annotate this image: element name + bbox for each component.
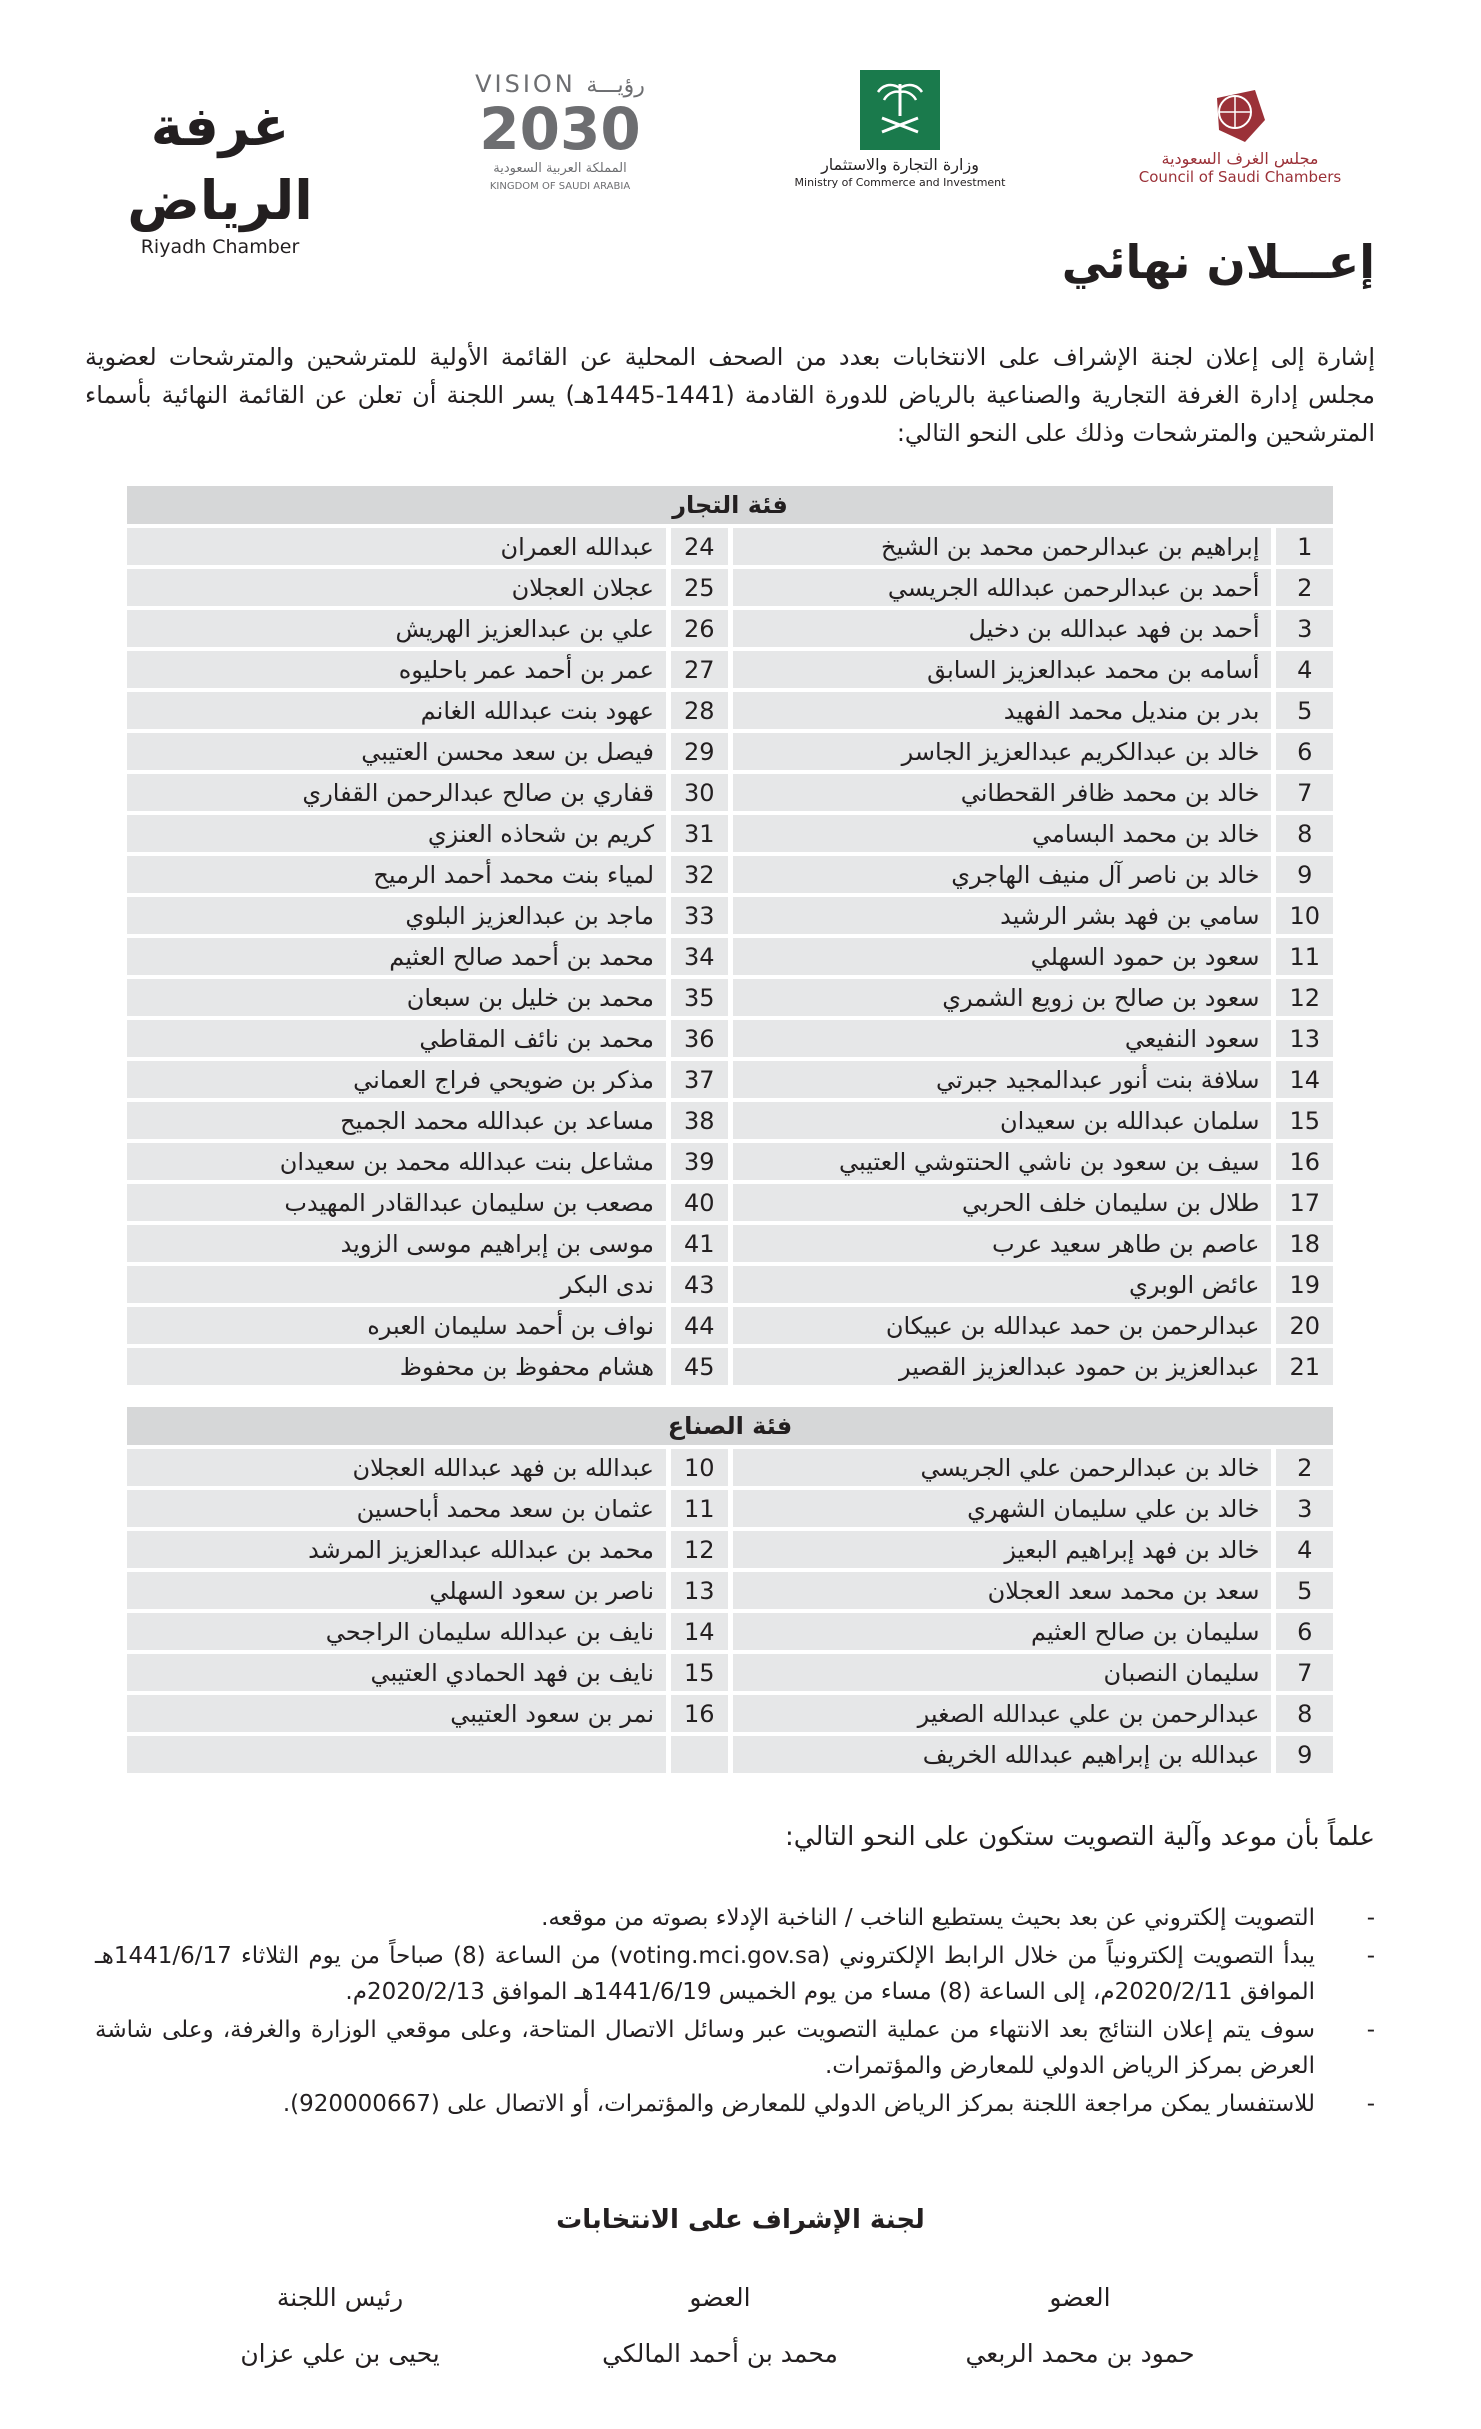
candidate-number: 7 <box>1276 774 1333 811</box>
candidate-number: 9 <box>1276 1736 1333 1773</box>
voting-note-lead: علماً بأن موعد وآلية التصويت ستكون على النحو التالي: <box>785 1822 1375 1852</box>
candidate-number: 14 <box>1276 1061 1333 1098</box>
list-dash: - <box>1366 2017 1375 2043</box>
candidate-name: أسامه بن محمد عبدالعزيز السابق <box>733 651 1272 688</box>
candidate-number: 33 <box>671 897 728 934</box>
candidate-number: 10 <box>671 1449 728 1486</box>
candidate-name: موسى بن إبراهيم موسى الزويد <box>127 1225 666 1262</box>
table-row <box>127 856 1333 893</box>
table-row <box>127 1225 1333 1262</box>
candidate-number: 41 <box>671 1225 728 1262</box>
table-row <box>127 897 1333 934</box>
table-row <box>127 938 1333 975</box>
candidate-number: 19 <box>1276 1266 1333 1303</box>
candidate-number: 13 <box>671 1572 728 1609</box>
candidate-number: 9 <box>1276 856 1333 893</box>
candidate-number: 30 <box>671 774 728 811</box>
table-row <box>127 1736 1333 1773</box>
candidate-name: نواف بن أحمد سليمان العبره <box>127 1307 666 1344</box>
candidate-name: خالد بن عبدالكريم عبدالعزيز الجاسر <box>733 733 1272 770</box>
riyadh-logo-ar: غرفة الرياض <box>127 95 313 232</box>
industry-table <box>122 1403 1338 1777</box>
candidate-number: 5 <box>1276 692 1333 729</box>
candidate-number: 28 <box>671 692 728 729</box>
candidate-name: خالد بن محمد ظافر القحطاني <box>733 774 1272 811</box>
candidate-number: 6 <box>1276 1613 1333 1650</box>
table-row <box>127 1143 1333 1180</box>
vision-word: VISION <box>475 70 576 98</box>
candidate-name: أحمد بن عبدالرحمن عبدالله الجريسي <box>733 569 1272 606</box>
candidate-number: 11 <box>1276 938 1333 975</box>
list-item <box>95 2086 1375 2122</box>
candidate-name: ماجد بن عبدالعزيز البلوي <box>127 897 666 934</box>
table-row <box>127 1490 1333 1527</box>
candidate-number: 3 <box>1276 610 1333 647</box>
candidate-name: إبراهيم بن عبدالرحمن محمد بن الشيخ <box>733 528 1272 565</box>
candidate-number: 8 <box>1276 815 1333 852</box>
candidate-number: 37 <box>671 1061 728 1098</box>
candidate-number: 32 <box>671 856 728 893</box>
table-row <box>127 1695 1333 1732</box>
candidate-name: نايف بن فهد الحمادي العتيبي <box>127 1654 666 1691</box>
note-text: التصويت إلكتروني عن بعد بحيث يستطيع الناخب / الناخبة الإدلاء بصوته من موقعه. <box>541 1905 1315 1931</box>
candidate-number: 13 <box>1276 1020 1333 1057</box>
candidate-number: 29 <box>671 733 728 770</box>
candidate-number: 6 <box>1276 733 1333 770</box>
table-row <box>127 610 1333 647</box>
candidate-number: 36 <box>671 1020 728 1057</box>
candidate-name: عهود بنت عبدالله الغانم <box>127 692 666 729</box>
candidate-number: 34 <box>671 938 728 975</box>
candidate-name: سعود بن حمود السهلي <box>733 938 1272 975</box>
candidate-name: عجلان العجلان <box>127 569 666 606</box>
list-item <box>95 1900 1375 1936</box>
candidate-number: 38 <box>671 1102 728 1139</box>
candidate-name: نمر بن سعود العتيبي <box>127 1695 666 1732</box>
industry-heading: فئة الصناع <box>127 1407 1333 1445</box>
list-item <box>95 1938 1375 2010</box>
vision-kingdom-ar: المملكة العربية السعودية <box>493 161 627 176</box>
signatory-name: حمود بن محمد الربعي <box>965 2339 1195 2368</box>
candidate-name: عثمان بن سعد محمد أباحسين <box>127 1490 666 1527</box>
candidate-name: عبدالله بن فهد عبدالله العجلان <box>127 1449 666 1486</box>
candidate-name: خالد بن فهد إبراهيم البعيز <box>733 1531 1272 1568</box>
candidate-name: سعود النفيعي <box>733 1020 1272 1057</box>
candidate-number: 26 <box>671 610 728 647</box>
table-row <box>127 979 1333 1016</box>
riyadh-chamber-logo <box>70 90 370 256</box>
candidate-number: 15 <box>1276 1102 1333 1139</box>
table-row <box>127 528 1333 565</box>
candidate-name: سعود بن صالح بن زويع الشمري <box>733 979 1272 1016</box>
list-dash: - <box>1366 1943 1375 1969</box>
ministry-logo-en: Ministry of Commerce and Investment <box>794 176 1006 189</box>
signatory-3 <box>190 2270 490 2382</box>
candidate-name: مصعب بن سليمان عبدالقادر المهيدب <box>127 1184 666 1221</box>
candidate-name: سيف بن سعود بن ناشي الحنتوشي العتيبي <box>733 1143 1272 1180</box>
candidate-name: نايف بن عبدالله سليمان الراجحي <box>127 1613 666 1650</box>
table-row <box>127 1531 1333 1568</box>
candidate-number: 10 <box>1276 897 1333 934</box>
candidate-number: 25 <box>671 569 728 606</box>
signatory-role: رئيس اللجنة <box>276 2283 404 2312</box>
candidate-number: 17 <box>1276 1184 1333 1221</box>
vision-ar-word: رؤيـــة <box>586 73 645 98</box>
council-of-saudi-chambers-logo <box>1120 80 1360 186</box>
candidate-number: 21 <box>1276 1348 1333 1385</box>
table-row <box>127 651 1333 688</box>
candidate-name: فيصل بن سعد محسن العتيبي <box>127 733 666 770</box>
candidate-name: مذكر بن ضويحي فراج العماني <box>127 1061 666 1098</box>
candidate-number: 16 <box>671 1695 728 1732</box>
candidate-number: 8 <box>1276 1695 1333 1732</box>
candidate-number <box>671 1736 728 1773</box>
candidate-number: 24 <box>671 528 728 565</box>
candidate-name: عبدالرحمن بن علي عبدالله الصغير <box>733 1695 1272 1732</box>
table-row <box>127 1307 1333 1344</box>
candidate-number: 3 <box>1276 1490 1333 1527</box>
candidate-number: 45 <box>671 1348 728 1385</box>
note-text: يبدأ التصويت إلكترونياً من خلال الرابط الإلكتروني (voting.mci.gov.sa) من الساعة (8) صباحاً من يوم الثلاثاء 1441/6/17هـ الموافق 2020/2/11م، إلى الساعة (8) مساء من يوم الخميس 1441/6/19هـ الموافق 2020/2/13م. <box>95 1943 1316 2005</box>
candidate-number: 4 <box>1276 651 1333 688</box>
signatory-role: العضو <box>689 2283 751 2312</box>
signatory-name: يحيى بن علي عزان <box>240 2339 440 2368</box>
candidate-number: 4 <box>1276 1531 1333 1568</box>
vision-kingdom-en: KINGDOM OF SAUDI ARABIA <box>489 181 631 192</box>
candidate-number: 39 <box>671 1143 728 1180</box>
candidate-name: مساعد بن عبدالله محمد الجميح <box>127 1102 666 1139</box>
candidate-name: أحمد بن فهد عبدالله بن دخيل <box>733 610 1272 647</box>
candidate-name: سليمان بن صالح العثيم <box>733 1613 1272 1650</box>
traders-table <box>122 482 1338 1389</box>
candidate-name: سامي بن فهد بشر الرشيد <box>733 897 1272 934</box>
note-text: للاستفسار يمكن مراجعة اللجنة بمركز الرياض الدولي للمعارض والمؤتمرات، أو الاتصال على (920000667). <box>282 2091 1315 2117</box>
note-text: سوف يتم إعلان النتائج بعد الانتهاء من عملية التصويت عبر وسائل الاتصال المتاحة، وعلى موقعي الوزارة والغرفة، وعلى شاشة العرض بمركز الرياض الدولي للمعارض والمؤتمرات. <box>95 2017 1315 2079</box>
candidate-number: 16 <box>1276 1143 1333 1180</box>
table-row <box>127 1020 1333 1057</box>
signatory-1 <box>930 2270 1230 2382</box>
candidate-number: 14 <box>671 1613 728 1650</box>
candidate-name: سليمان النصبان <box>733 1654 1272 1691</box>
table-row <box>127 1449 1333 1486</box>
table-row <box>127 1572 1333 1609</box>
candidate-name: لمياء بنت محمد أحمد الرميح <box>127 856 666 893</box>
council-logo-en: Council of Saudi Chambers <box>1138 168 1342 186</box>
candidate-name: قفاري بن صالح عبدالرحمن القفاري <box>127 774 666 811</box>
candidate-name: بدر بن منديل محمد الفهيد <box>733 692 1272 729</box>
table-row <box>127 733 1333 770</box>
palm-swords-icon <box>860 70 940 150</box>
candidate-name: عبدالرحمن بن حمد عبدالله بن عبيكان <box>733 1307 1272 1344</box>
vision-2030-logo <box>430 70 690 196</box>
candidate-number: 40 <box>671 1184 728 1221</box>
candidate-number: 27 <box>671 651 728 688</box>
table-row <box>127 692 1333 729</box>
candidate-name: طلال بن سليمان خلف الحربي <box>733 1184 1272 1221</box>
page-title: إعـــلان نهائي <box>1061 235 1375 289</box>
vision-year: 2030 <box>479 95 641 163</box>
candidate-name: هشام محفوظ بن محفوظ <box>127 1348 666 1385</box>
intro-paragraph: إشارة إلى إعلان لجنة الإشراف على الانتخابات بعدد من الصحف المحلية عن القائمة الأولية للمترشحين والمترشحات لعضوية مجلس إدارة الغرفة التجارية والصناعية بالرياض للدورة القادمة (1441-1445هـ) يسر اللجنة أن تعلن عن القائمة النهائية بأسماء المترشحين والمترشحات وذلك على النحو التالي: <box>85 343 1375 447</box>
table-row <box>127 1102 1333 1139</box>
candidate-number: 44 <box>671 1307 728 1344</box>
committee-title: لجنة الإشراف على الانتخابات <box>556 2205 925 2235</box>
candidate-name: سلمان عبدالله بن سعيدان <box>733 1102 1272 1139</box>
candidate-name: كريم بن شحاذه العنزي <box>127 815 666 852</box>
list-dash: - <box>1366 2091 1375 2117</box>
signatory-name: محمد بن أحمد المالكي <box>602 2339 838 2368</box>
riyadh-logo-en: Riyadh Chamber <box>140 236 300 258</box>
table-row <box>127 1654 1333 1691</box>
candidate-name: خالد بن ناصر آل منيف الهاجري <box>733 856 1272 893</box>
candidate-number: 35 <box>671 979 728 1016</box>
candidate-name: خالد بن عبدالرحمن علي الجريسي <box>733 1449 1272 1486</box>
candidate-number: 12 <box>1276 979 1333 1016</box>
ministry-of-commerce-logo <box>790 70 1010 192</box>
table-row <box>127 774 1333 811</box>
table-row <box>127 1266 1333 1303</box>
candidate-number: 31 <box>671 815 728 852</box>
candidate-name <box>127 1736 666 1773</box>
candidate-number: 18 <box>1276 1225 1333 1262</box>
signatory-2 <box>570 2270 870 2382</box>
candidate-number: 11 <box>671 1490 728 1527</box>
candidate-name: سعد بن محمد سعد العجلان <box>733 1572 1272 1609</box>
ministry-logo-ar: وزارة التجارة والاستثمار <box>821 155 979 174</box>
table-row <box>127 1184 1333 1221</box>
candidate-name: ناصر بن سعود السهلي <box>127 1572 666 1609</box>
table-row <box>127 1061 1333 1098</box>
candidate-name: ندى البكر <box>127 1266 666 1303</box>
council-emblem-icon <box>1205 80 1275 150</box>
candidate-number: 2 <box>1276 569 1333 606</box>
logo-strip <box>0 60 1481 258</box>
candidate-name: محمد بن عبدالله عبدالعزيز المرشد <box>127 1531 666 1568</box>
candidate-number: 43 <box>671 1266 728 1303</box>
candidate-number: 2 <box>1276 1449 1333 1486</box>
table-row <box>127 1348 1333 1385</box>
candidate-name: علي بن عبدالعزيز الهريش <box>127 610 666 647</box>
candidate-name: خالد بن محمد البسامي <box>733 815 1272 852</box>
candidate-number: 15 <box>671 1654 728 1691</box>
table-row <box>127 815 1333 852</box>
traders-heading: فئة التجار <box>127 486 1333 524</box>
candidate-name: محمد بن أحمد صالح العثيم <box>127 938 666 975</box>
candidate-name: محمد بن نائف المقاطي <box>127 1020 666 1057</box>
candidate-name: عبدالله العمران <box>127 528 666 565</box>
voting-notes-list <box>95 1900 1375 2124</box>
list-item <box>95 2012 1375 2084</box>
candidate-number: 20 <box>1276 1307 1333 1344</box>
signatory-role: العضو <box>1049 2283 1111 2312</box>
candidate-name: عمر بن أحمد عمر باحليوه <box>127 651 666 688</box>
list-dash: - <box>1366 1905 1375 1931</box>
candidate-number: 12 <box>671 1531 728 1568</box>
table-row <box>127 1613 1333 1650</box>
candidate-name: عبدالله بن إبراهيم عبدالله الخريف <box>733 1736 1272 1773</box>
candidate-number: 5 <box>1276 1572 1333 1609</box>
candidate-number: 7 <box>1276 1654 1333 1691</box>
candidate-name: عاصم بن طاهر سعيد عرب <box>733 1225 1272 1262</box>
council-logo-ar: مجلس الغرف السعودية <box>1161 149 1319 168</box>
candidate-name: محمد بن خليل بن سبعان <box>127 979 666 1016</box>
candidate-name: سلافة بنت أنور عبدالمجيد جبرتي <box>733 1061 1272 1098</box>
candidate-name: عبدالعزيز بن حمود عبدالعزيز القصير <box>733 1348 1272 1385</box>
candidate-name: عائض الوبري <box>733 1266 1272 1303</box>
table-row <box>127 569 1333 606</box>
candidate-number: 1 <box>1276 528 1333 565</box>
candidate-name: مشاعل بنت عبدالله محمد بن سعيدان <box>127 1143 666 1180</box>
candidate-name: خالد بن علي سليمان الشهري <box>733 1490 1272 1527</box>
